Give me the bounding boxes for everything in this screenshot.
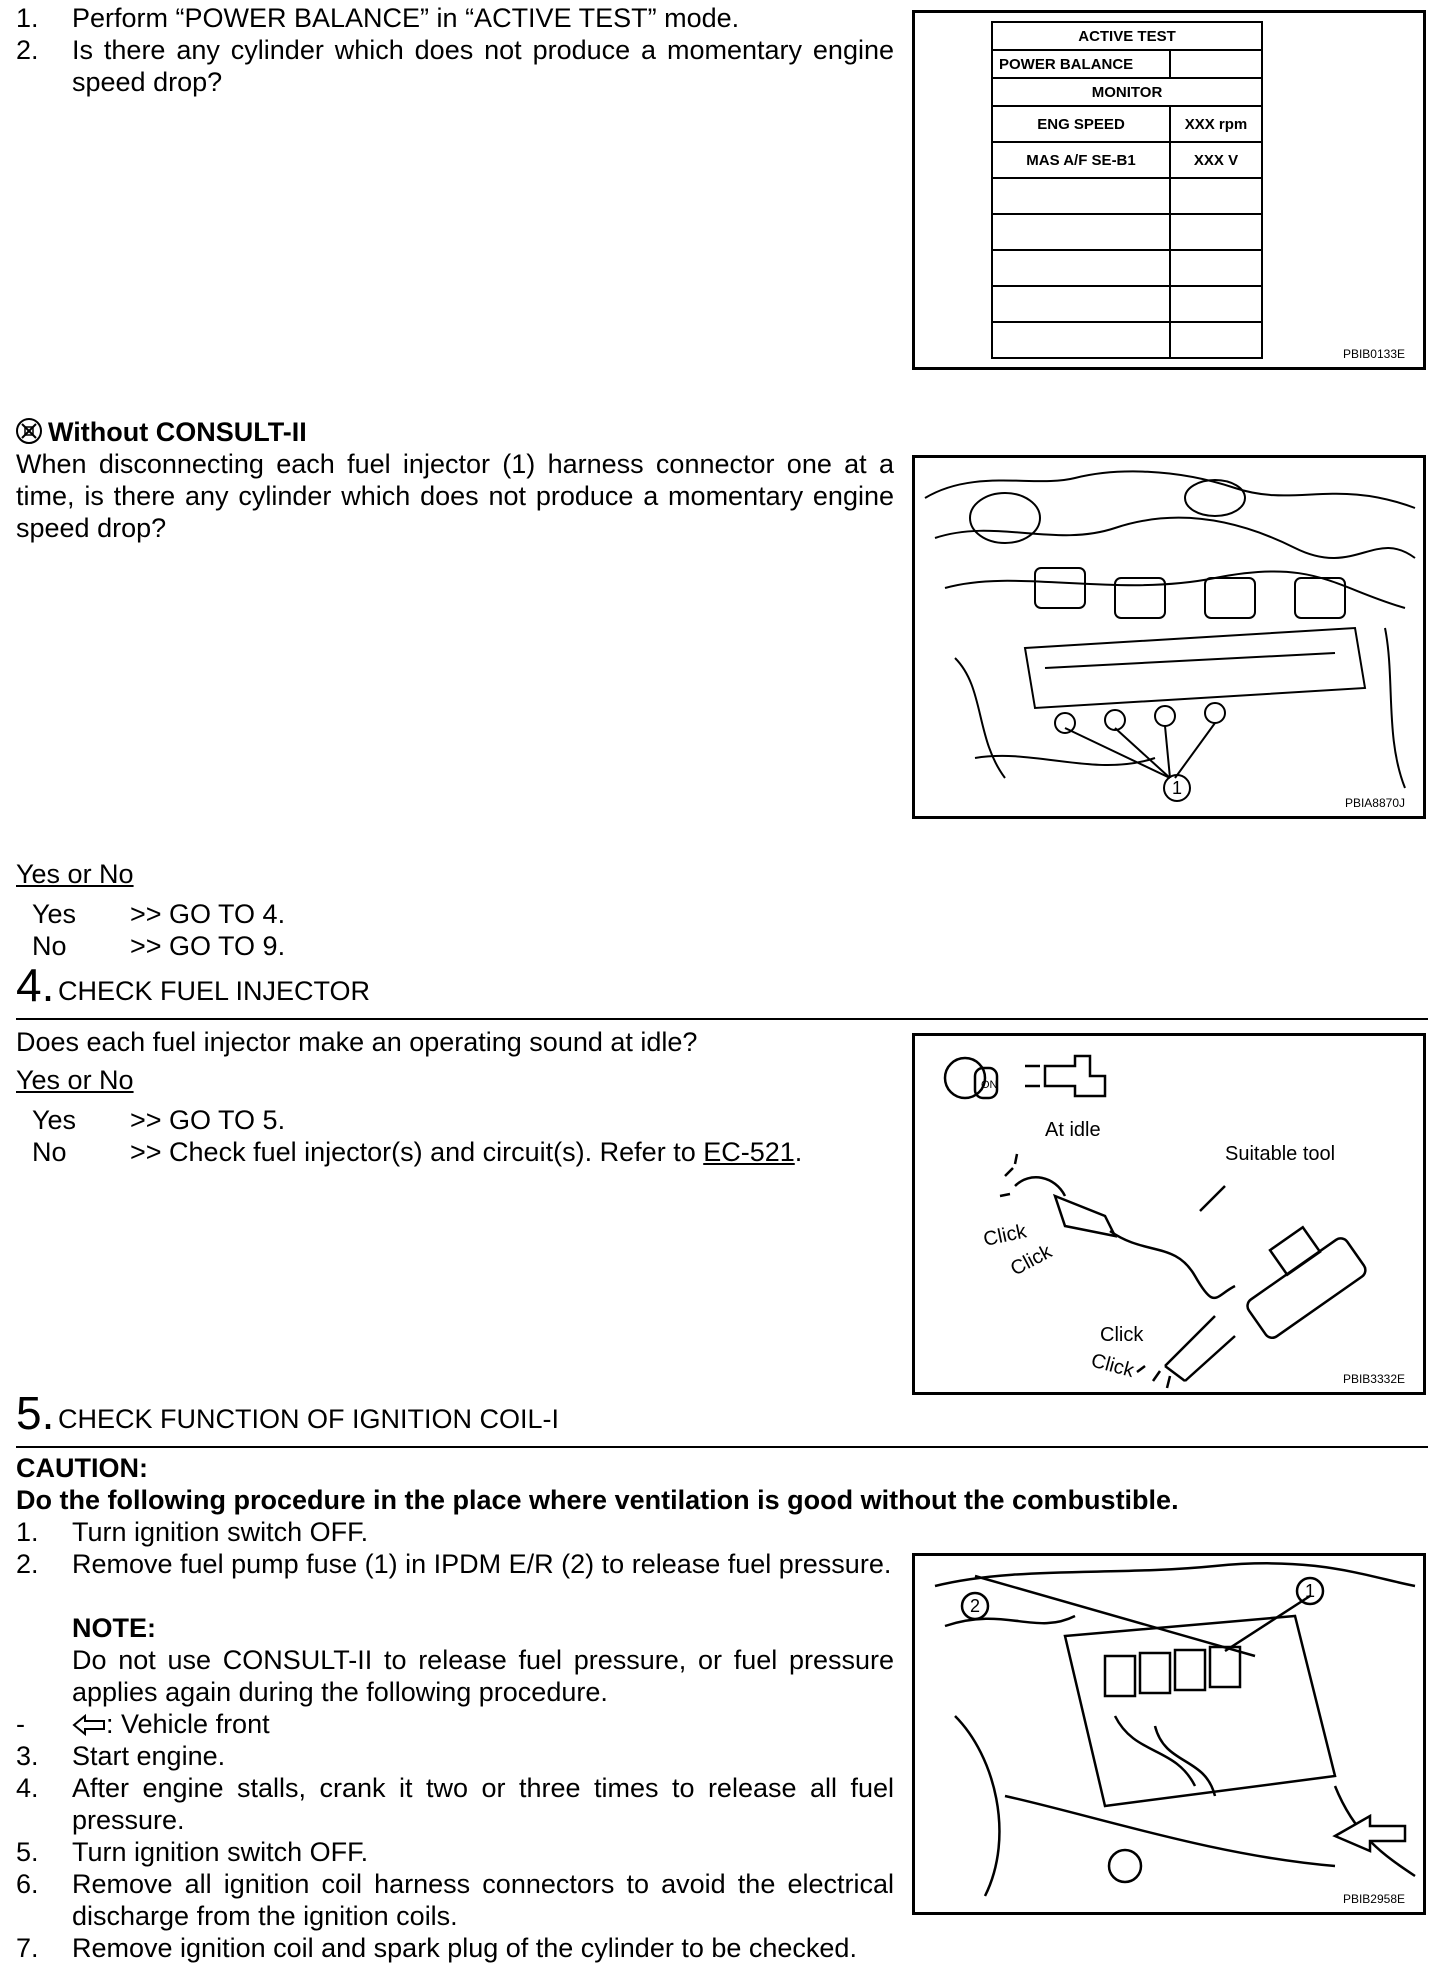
table-cell: MAS A/F SE-B1 [992, 142, 1170, 178]
callout-1: 1 [1171, 778, 1183, 798]
table-cell: ENG SPEED [992, 106, 1170, 142]
answer-key: Yes [32, 1105, 77, 1135]
answer-end: . [794, 1137, 803, 1167]
answer-value: >> GO TO 5. [130, 1105, 286, 1135]
power-balance-label: POWER BALANCE [992, 50, 1170, 78]
list-text: Start engine. [72, 1741, 226, 1771]
step-title: CHECK FUNCTION OF IGNITION COIL-I [58, 1404, 560, 1434]
list-number: 2. [16, 1549, 39, 1579]
list-text: After engine stalls, crank it two or three times to release all fuel pressure. [72, 1773, 894, 1835]
figure-code: PBIB2958E [1342, 1892, 1405, 1906]
list-text: Remove fuel pump fuse (1) in IPDM E/R (2) to release fuel pressure. [72, 1549, 892, 1579]
answer-key: Yes [32, 899, 77, 929]
answer-key: No [32, 931, 67, 961]
vehicle-front-text: : Vehicle front [106, 1709, 270, 1739]
engine-illustration [915, 458, 1423, 816]
click-label: Click [981, 1220, 1029, 1251]
click-label: Click [1100, 1324, 1144, 1346]
ipdm-fuse-figure [912, 1553, 1426, 1915]
tool-label [1225, 1143, 1335, 1165]
callout-2: 2 [969, 1596, 981, 1616]
answer-value [130, 1136, 802, 1168]
note-label: NOTE: [72, 1613, 156, 1643]
list-number: 7. [16, 1933, 39, 1963]
figure-code: PBIB0133E [1342, 347, 1405, 361]
ignition-key-icon [945, 1058, 985, 1098]
list-text: Remove all ignition coil harness connectors to avoid the electrical discharge from the ignition coils. [72, 1869, 894, 1931]
step-title: CHECK FUEL INJECTOR [58, 976, 371, 1006]
list-number: - [16, 1709, 25, 1739]
list-number: 6. [16, 1869, 39, 1899]
list-number: 5. [16, 1837, 39, 1867]
engine-injectors-figure [912, 455, 1426, 819]
section-heading [16, 416, 307, 448]
answer-text: >> Check fuel injector(s) and circuit(s). Refer to [130, 1137, 704, 1167]
list-number: 1. [16, 3, 39, 33]
yes-or-no-heading: Yes or No [16, 859, 134, 889]
without-consult-title: Without CONSULT-II [48, 417, 307, 447]
list-text: Is there any cylinder which does not produce a momentary engine speed drop? [72, 35, 894, 97]
tool-text: Suitable tool [1225, 1143, 1336, 1165]
yes-or-no-heading: Yes or No [16, 1065, 134, 1095]
caution-label: CAUTION: [16, 1453, 148, 1483]
active-test-figure [912, 10, 1426, 370]
answer-value: >> GO TO 4. [130, 899, 286, 929]
list-text: Turn ignition switch OFF. [72, 1837, 369, 1867]
divider [16, 1446, 1428, 1448]
answer-key: No [32, 1137, 67, 1167]
list-number: 4. [16, 1773, 39, 1803]
at-idle-label: At idle [1045, 1119, 1101, 1141]
figure-code: PBIA8870J [1344, 796, 1405, 810]
on-label: ON [981, 1079, 998, 1091]
table-header: ACTIVE TEST [992, 22, 1262, 50]
injector-sound-figure [912, 1033, 1426, 1395]
list-number: 2. [16, 35, 39, 65]
figure-code: PBIB3332E [1342, 1372, 1405, 1386]
list-text: Turn ignition switch OFF. [72, 1517, 369, 1547]
no-consult-icon [16, 418, 42, 444]
body-paragraph: When disconnecting each fuel injector (1) harness connector one at a time, is there any cylinder which does not produce a momentary engine speed drop? [16, 449, 894, 543]
list-text [72, 1708, 270, 1743]
list-number: 3. [16, 1741, 39, 1771]
click-label: Click [1007, 1240, 1056, 1281]
injector-illustration [915, 1036, 1423, 1392]
ec-521-link[interactable]: EC-521 [703, 1137, 795, 1167]
monitor-label: MONITOR [992, 78, 1262, 106]
step-number: 5. [16, 1387, 55, 1439]
list-number: 1. [16, 1517, 39, 1547]
click-label: Click [1088, 1349, 1137, 1383]
list-text: Perform “POWER BALANCE” in “ACTIVE TEST” mode. [72, 3, 740, 33]
active-test-table [991, 21, 1263, 359]
ipdm-illustration [915, 1556, 1423, 1912]
list-text: Remove ignition coil and spark plug of the cylinder to be checked. [72, 1933, 857, 1963]
callout-1: 1 [1304, 1581, 1316, 1601]
table-cell: XXX V [1170, 142, 1262, 178]
note-text: Do not use CONSULT-II to release fuel pressure, or fuel pressure applies again during the following procedure. [72, 1645, 894, 1707]
table-cell: XXX rpm [1170, 106, 1262, 142]
answer-value: >> GO TO 9. [130, 931, 286, 961]
step-number: 4. [16, 959, 55, 1011]
divider [16, 1018, 1428, 1020]
engine-icon [1045, 1056, 1105, 1096]
caution-text: Do the following procedure in the place where ventilation is good without the combustible. [16, 1485, 1179, 1515]
question-text: Does each fuel injector make an operating sound at idle? [16, 1027, 698, 1057]
vehicle-front-arrow-icon [72, 1711, 106, 1743]
